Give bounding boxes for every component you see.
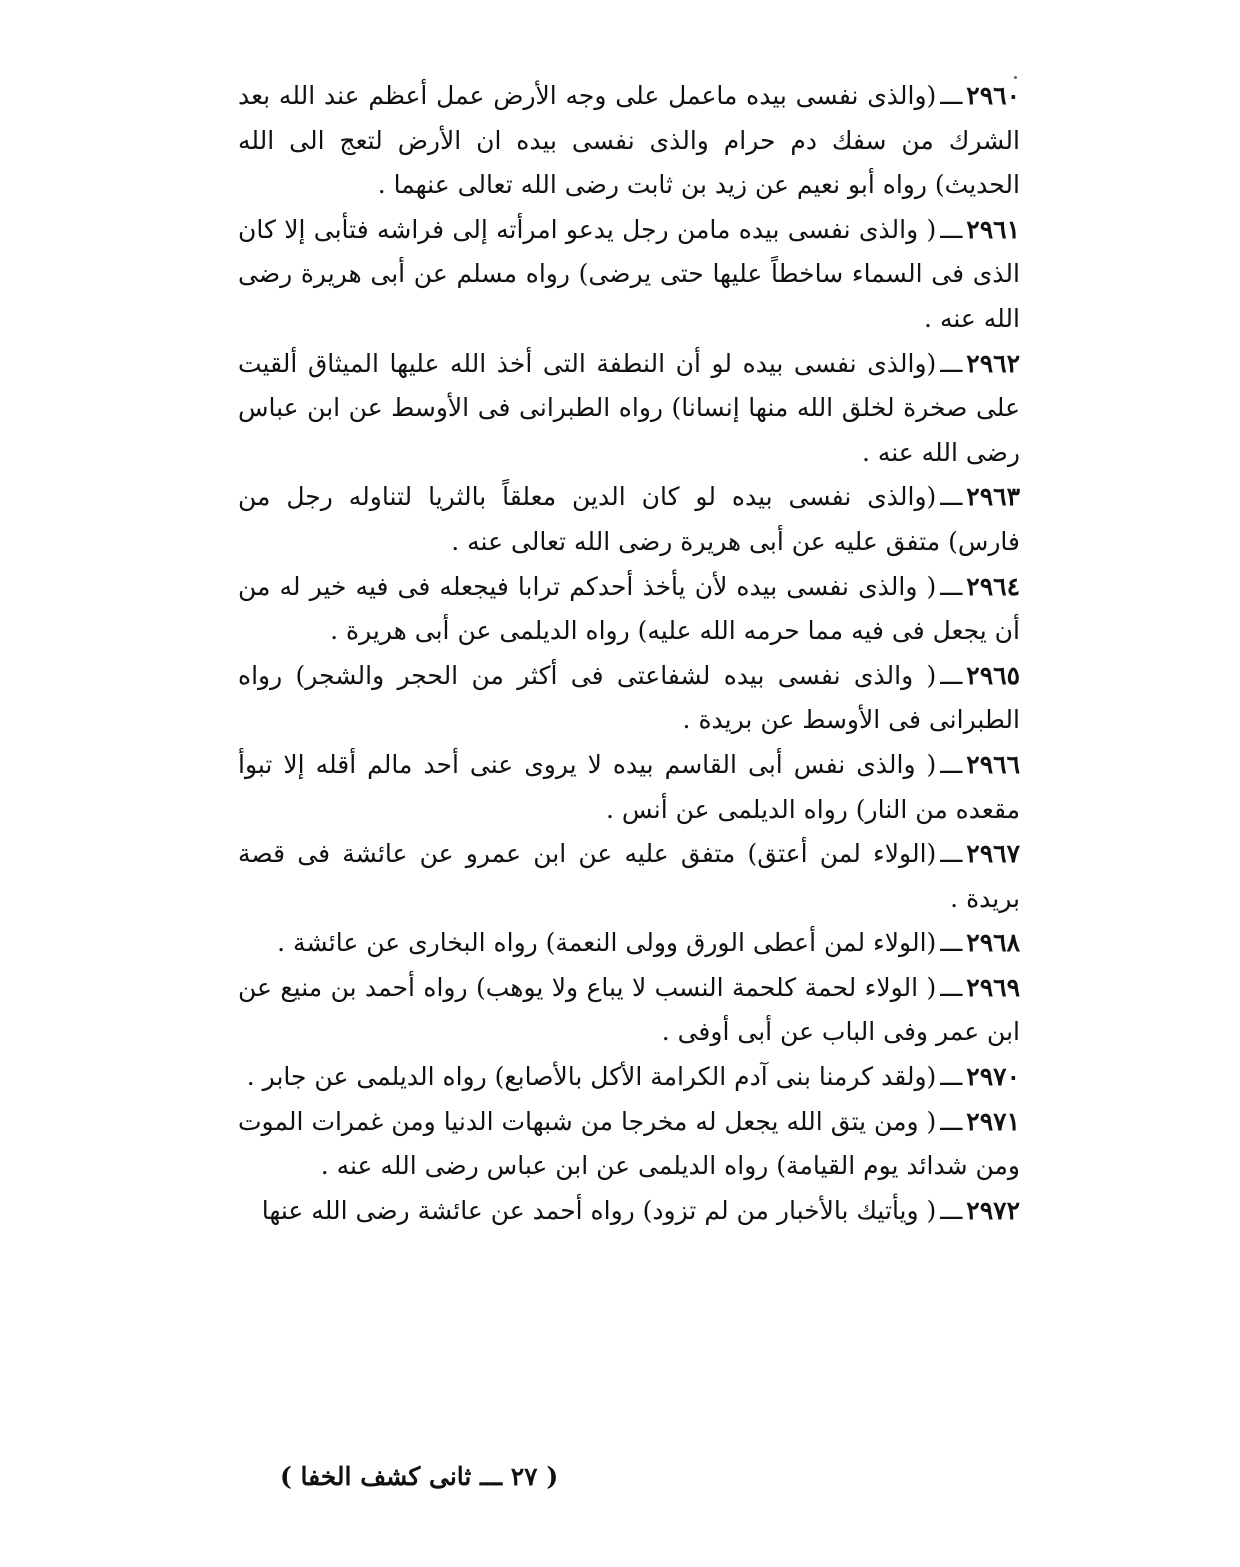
entry-dash: ـــ <box>940 1062 963 1092</box>
entry-dash: ـــ <box>940 1106 963 1136</box>
entry-text: ( ويأتيك بالأخبار من لم تزود) رواه أحمد عن عائشة رضى الله عنها <box>261 1195 937 1225</box>
entry-number: ٢٩٧٢ <box>966 1195 1020 1225</box>
entry-dash: ـــ <box>940 660 963 690</box>
entry-number: ٢٩٦٧ <box>966 839 1020 869</box>
entry-text: ( والذى نفسى بيده مامن رجل يدعو امرأته إلى فراشه فتأبى إلا كان الذى فى السماء ساخطاً عليها حتى يرضى) رواه مسلم عن أبى هريرة رضى الله عنه . <box>238 214 1020 333</box>
entry-number: ٢٩٦٠ <box>966 81 1020 110</box>
hadith-entry <box>238 966 1020 1055</box>
entry-number: ٢٩٦٢ <box>966 348 1020 378</box>
entry-text: (الولاء لمن أعطى الورق وولى النعمة) رواه البخارى عن عائشة . <box>277 928 937 958</box>
hadith-entry <box>238 342 1020 476</box>
hadith-entry <box>238 74 1020 208</box>
entry-text: ( الولاء لحمة كلحمة النسب لا يباع ولا يوهب) رواه أحمد بن منيع عن ابن عمر وفى الباب عن أبى أوفى . <box>238 972 1020 1047</box>
hadith-text-block <box>238 74 1020 1233</box>
entry-dash: ـــ <box>940 972 963 1002</box>
entry-dash: ـــ <box>940 839 963 869</box>
entry-number: ٢٩٧٠ <box>966 1062 1020 1092</box>
entry-number: ٢٩٦١ <box>966 214 1020 244</box>
hadith-entry <box>238 1100 1020 1189</box>
entry-number: ٢٩٦٥ <box>966 660 1020 690</box>
hadith-entry <box>238 475 1020 564</box>
entry-dash: ـــ <box>940 1195 963 1225</box>
entry-text: (والذى نفسى بيده لو كان الدين معلقاً بالثريا لتناوله رجل من فارس) متفق عليه عن أبى هريرة رضى الله تعالى عنه . <box>238 482 1020 556</box>
entry-dash: ـــ <box>940 81 963 110</box>
hadith-entry <box>238 921 1020 966</box>
hadith-entry <box>238 208 1020 342</box>
hadith-entry <box>238 832 1020 921</box>
hadith-entry <box>238 743 1020 832</box>
entry-number: ٢٩٦٩ <box>966 972 1020 1002</box>
entry-number: ٢٩٧١ <box>966 1106 1020 1136</box>
entry-dash: ـــ <box>940 482 963 512</box>
hadith-entry <box>238 1055 1020 1100</box>
entry-number: ٢٩٦٦ <box>966 749 1020 779</box>
entry-text: (والذى نفسى بيده ماعمل على وجه الأرض عمل أعظم عند الله بعد الشرك من سفك دم حرام والذى نفسى بيده ان الأرض لتعج الى الله الحديث) رواه أبو نعيم عن زيد بن ثابت رضى الله تعالى عنهما . <box>238 81 1020 200</box>
hadith-entry <box>238 565 1020 654</box>
hadith-entry <box>238 1189 1020 1234</box>
entry-text: (ولقد كرمنا بنى آدم الكرامة الأكل بالأصابع) رواه الديلمى عن جابر . <box>246 1062 937 1092</box>
entry-number: ٢٩٦٤ <box>966 571 1020 601</box>
entry-text: ( والذى نفسى بيده لأن يأخذ أحدكم ترابا فيجعله فى فيه خير له من أن يجعل فى فيه مما حرمه الله عليه) رواه الديلمى عن أبى هريرة . <box>238 571 1020 646</box>
entry-dash: ـــ <box>940 214 963 244</box>
entry-text: (والذى نفسى بيده لو أن النطفة التى أخذ الله عليها الميثاق ألقيت على صخرة لخلق الله منها إنسانا) رواه الطبرانى فى الأوسط عن ابن عباس رضى الله عنه . <box>238 348 1020 467</box>
entry-dash: ـــ <box>940 749 963 779</box>
entry-number: ٢٩٦٣ <box>966 482 1020 512</box>
entry-number: ٢٩٦٨ <box>966 928 1020 958</box>
entry-text: (الولاء لمن أعتق) متفق عليه عن ابن عمرو عن عائشة فى قصة بريدة . <box>238 839 1020 913</box>
entry-dash: ـــ <box>940 571 963 601</box>
entry-dash: ـــ <box>940 348 963 378</box>
page-footer: ( ٢٧ ـــ ثانى كشف الخفا ) <box>280 1462 559 1491</box>
entry-text: ( ومن يتق الله يجعل له مخرجا من شبهات الدنيا ومن غمرات الموت ومن شدائد يوم القيامة) رواه الديلمى عن ابن عباس رضى الله عنه . <box>238 1106 1020 1181</box>
entry-text: ( والذى نفس أبى القاسم بيده لا يروى عنى أحد مالم أقله إلا تبوأ مقعده من النار) رواه الديلمى عن أنس . <box>238 749 1020 824</box>
entry-dash: ـــ <box>940 928 963 958</box>
hadith-entry <box>238 654 1020 743</box>
entry-text: ( والذى نفسى بيده لشفاعتى فى أكثر من الحجر والشجر) رواه الطبرانى فى الأوسط عن بريدة . <box>238 660 1020 735</box>
